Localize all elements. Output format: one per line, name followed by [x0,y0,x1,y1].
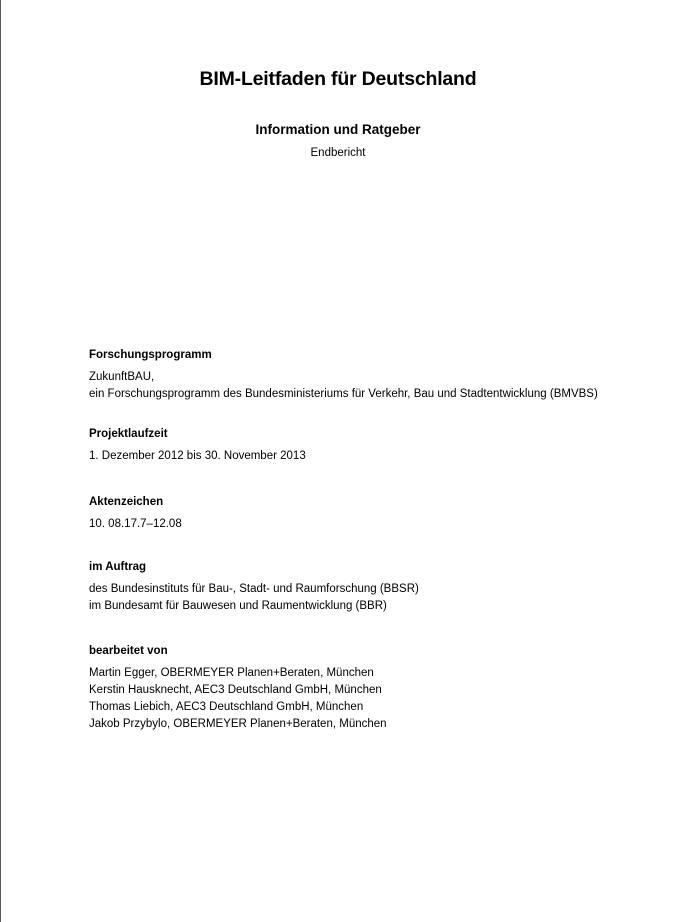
section-heading: Aktenzeichen [89,496,164,508]
section-line: des Bundesinstituts für Bau-, Stadt- und Raumforschung (BBSR) [89,583,419,595]
section-im-auftrag [89,560,649,615]
document-subtitle: Information und Ratgeber [255,122,421,137]
section-line: 1. Dezember 2012 bis 30. November 2013 [89,450,306,462]
author-line: Jakob Przybylo, OBERMEYER Planen+Beraten, München [89,718,387,730]
author-line: Martin Egger, OBERMEYER Planen+Beraten, München [89,667,374,679]
section-heading: Forschungsprogramm [89,349,212,361]
document-report-type: Endbericht [310,147,366,159]
section-aktenzeichen [89,495,649,533]
section-line: ZukunftBAU, [89,371,155,383]
author-line: Thomas Liebich, AEC3 Deutschland GmbH, München [89,701,364,713]
section-heading: bearbeitet von [89,645,168,657]
section-forschungsprogramm [89,348,649,403]
section-heading: im Auftrag [89,561,147,573]
author-line: Kerstin Hausknecht, AEC3 Deutschland GmbH, München [89,684,382,696]
section-line: 10. 08.17.7–12.08 [89,518,182,530]
section-heading: Projektlaufzeit [89,428,168,440]
document-title: BIM-Leitfaden für Deutschland [199,68,477,90]
section-line: im Bundesamt für Bauwesen und Raumentwicklung (BBR) [89,600,387,612]
section-line: ein Forschungsprogramm des Bundesministeriums für Verkehr, Bau und Stadtentwicklung (BMVBS) [89,388,598,400]
section-projektlaufzeit [89,427,649,465]
section-bearbeitet-von [89,644,649,733]
